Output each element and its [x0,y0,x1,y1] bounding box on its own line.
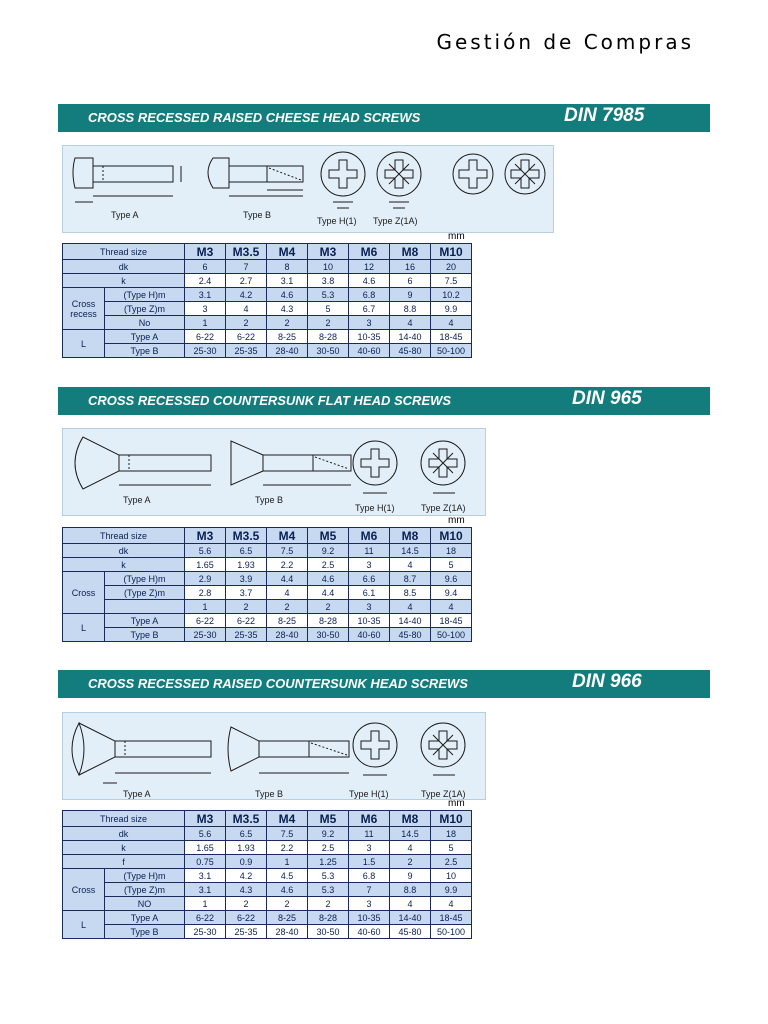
table-cell: 14.5 [390,544,431,558]
table-row [63,897,472,911]
row-label: dk [63,544,185,558]
size-cell: M4 [267,528,308,544]
table-cell: 18 [431,827,472,841]
table-cell: 4 [431,316,472,330]
group-label: L [63,614,105,642]
table-cell: 4.4 [267,572,308,586]
section-title-band [58,104,710,132]
size-cell: M8 [390,244,431,260]
table-row [63,628,472,642]
table-cell: 6.8 [349,869,390,883]
table-cell: 6-22 [226,911,267,925]
table-cell: 6.8 [349,288,390,302]
table-cell: 16 [390,260,431,274]
group-label: L [63,330,105,358]
table-cell: 4 [390,558,431,572]
table-row [63,544,472,558]
screw-drawing-din-965 [62,428,486,516]
table-cell: 4 [390,600,431,614]
table-cell: 6-22 [185,614,226,628]
table-cell: 4 [390,897,431,911]
table-cell: 6-22 [185,911,226,925]
table-cell: 8.7 [390,572,431,586]
caption-type-z: Type Z(1A) [373,216,418,226]
table-cell: 3 [349,841,390,855]
section-title: CROSS RECESSED COUNTERSUNK FLAT HEAD SCREWS [88,393,452,408]
table-cell: 4.6 [267,883,308,897]
table-cell: 50-100 [431,344,472,358]
spec-table-din-966 [62,810,472,939]
size-cell: M4 [267,244,308,260]
table-cell: 28-40 [267,925,308,939]
table-cell: 8-25 [267,614,308,628]
table-cell: 12 [349,260,390,274]
table-cell: 45-80 [390,628,431,642]
section-title: CROSS RECESSED RAISED CHEESE HEAD SCREWS [88,110,421,125]
table-cell: 2.5 [308,558,349,572]
table-row [63,316,472,330]
thread-size-label: Thread size [63,528,185,544]
row-label: (Type H)m [105,572,185,586]
table-cell: 6 [390,274,431,288]
table-cell: 2.8 [185,586,226,600]
caption-type-a: Type A [111,210,139,220]
row-label: dk [63,827,185,841]
table-cell: 18-45 [431,330,472,344]
row-label: (Type Z)m [105,586,185,600]
section-title-band [58,670,710,698]
table-row [63,925,472,939]
caption-type-h: Type H(1) [355,503,395,513]
group-label: Cross recess [63,288,105,330]
row-label: k [63,841,185,855]
table-cell: 7 [226,260,267,274]
table-cell: 9.6 [431,572,472,586]
table-row [63,869,472,883]
table-cell: 9.2 [308,544,349,558]
table-cell: 2.5 [431,855,472,869]
table-cell: 6.5 [226,827,267,841]
table-cell: 18-45 [431,614,472,628]
table-cell: 45-80 [390,344,431,358]
table-cell: 5.3 [308,869,349,883]
table-cell: 4.6 [349,274,390,288]
table-cell: 5 [308,302,349,316]
table-row [63,827,472,841]
table-cell: 4 [390,841,431,855]
size-cell: M3.5 [226,244,267,260]
unit-label: mm [448,798,465,809]
table-row [63,911,472,925]
section-title: CROSS RECESSED RAISED COUNTERSUNK HEAD SCREWS [88,676,468,691]
row-label: Type B [105,925,185,939]
table-cell: 4.3 [226,883,267,897]
table-row [63,302,472,316]
table-cell: 2.5 [308,841,349,855]
page-title: Gestión de Compras [436,30,694,54]
table-cell: 2 [226,316,267,330]
table-cell: 1 [185,316,226,330]
table-cell: 3.1 [267,274,308,288]
din-number: DIN 7985 [564,105,645,126]
size-cell: M8 [390,811,431,827]
table-cell: 8-28 [308,330,349,344]
table-cell: 10 [431,869,472,883]
table-cell: 40-60 [349,344,390,358]
table-cell: 25-35 [226,344,267,358]
table-row [63,330,472,344]
size-cell: M3.5 [226,811,267,827]
table-header-row [63,811,472,827]
table-cell: 8 [267,260,308,274]
table-cell: 18 [431,544,472,558]
table-cell: 5.6 [185,827,226,841]
group-label: Cross [63,869,105,911]
caption-type-b: Type B [243,210,272,220]
caption-type-z: Type Z(1A) [421,789,466,799]
row-label: No [105,316,185,330]
spec-table-din-965 [62,527,472,642]
caption-type-z: Type Z(1A) [421,503,466,513]
caption-type-b: Type B [255,789,284,799]
size-cell: M3.5 [226,528,267,544]
screw-drawing-din-966 [62,712,486,800]
table-cell: 4.6 [267,288,308,302]
table-cell: 40-60 [349,925,390,939]
group-label: L [63,911,105,939]
caption-type-h: Type H(1) [349,789,389,799]
table-cell: 45-80 [390,925,431,939]
row-label: k [63,558,185,572]
row-label: (Type Z)m [105,302,185,316]
table-cell: 6.7 [349,302,390,316]
table-cell: 2 [308,897,349,911]
table-row [63,344,472,358]
size-cell: M3 [308,244,349,260]
table-cell: 2 [226,897,267,911]
table-cell: 25-30 [185,628,226,642]
row-label: Type B [105,628,185,642]
table-cell: 14-40 [390,911,431,925]
table-cell: 8-25 [267,911,308,925]
table-cell: 2 [267,316,308,330]
table-cell: 14-40 [390,330,431,344]
table-cell: 2 [308,316,349,330]
row-label: Type A [105,614,185,628]
table-cell: 9 [390,288,431,302]
group-label: Cross [63,572,105,614]
table-cell: 3.1 [185,883,226,897]
table-row [63,614,472,628]
table-cell: 4.2 [226,288,267,302]
table-row [63,288,472,302]
table-header-row [63,528,472,544]
table-cell: 8.5 [390,586,431,600]
table-cell: 5 [431,841,472,855]
table-cell: 28-40 [267,344,308,358]
table-cell: 6.1 [349,586,390,600]
row-label: k [63,274,185,288]
table-cell: 1.93 [226,558,267,572]
section-title-band [58,387,710,415]
table-cell: 8.8 [390,302,431,316]
table-cell: 14-40 [390,614,431,628]
table-cell: 9.9 [431,302,472,316]
table-cell: 2.2 [267,558,308,572]
row-label [105,600,185,614]
table-cell: 2 [267,600,308,614]
size-cell: M5 [308,811,349,827]
table-cell: 25-35 [226,628,267,642]
table-cell: 3 [349,600,390,614]
table-cell: 2 [308,600,349,614]
table-cell: 4.5 [267,869,308,883]
table-cell: 20 [431,260,472,274]
table-row [63,572,472,586]
table-cell: 2.2 [267,841,308,855]
table-row [63,586,472,600]
screw-drawing-din-7985 [62,145,554,233]
size-cell: M5 [308,528,349,544]
size-cell: M10 [431,244,472,260]
din-number: DIN 966 [572,671,642,692]
table-cell: 7.5 [267,827,308,841]
size-cell: M4 [267,811,308,827]
table-row [63,883,472,897]
table-cell: 9 [390,869,431,883]
table-cell: 0.75 [185,855,226,869]
table-cell: 6.5 [226,544,267,558]
table-cell: 8-28 [308,911,349,925]
spec-table-din-7985 [62,243,472,358]
table-cell: 6-22 [185,330,226,344]
size-cell: M6 [349,528,390,544]
table-cell: 3.9 [226,572,267,586]
table-cell: 3.1 [185,869,226,883]
table-cell: 4 [431,600,472,614]
size-cell: M10 [431,811,472,827]
caption-type-b: Type B [255,495,284,505]
table-cell: 1.5 [349,855,390,869]
size-cell: M6 [349,244,390,260]
size-cell: M3 [185,811,226,827]
table-cell: 1 [185,897,226,911]
thread-size-label: Thread size [63,244,185,260]
row-label: Type B [105,344,185,358]
table-cell: 3 [349,316,390,330]
table-cell: 4 [267,586,308,600]
table-row [63,600,472,614]
row-label: f [63,855,185,869]
caption-type-a: Type A [123,789,151,799]
size-cell: M6 [349,811,390,827]
table-cell: 3 [185,302,226,316]
size-cell: M3 [185,244,226,260]
caption-type-a: Type A [123,495,151,505]
row-label: (Type H)m [105,288,185,302]
table-cell: 6-22 [226,330,267,344]
table-cell: 4.3 [267,302,308,316]
table-cell: 0.9 [226,855,267,869]
table-cell: 2 [226,600,267,614]
table-row [63,274,472,288]
row-label: dk [63,260,185,274]
table-cell: 1.65 [185,841,226,855]
row-label: (Type Z)m [105,883,185,897]
table-cell: 5.3 [308,883,349,897]
row-label: NO [105,897,185,911]
table-cell: 1 [267,855,308,869]
table-cell: 2.7 [226,274,267,288]
table-cell: 9.2 [308,827,349,841]
table-cell: 10-35 [349,911,390,925]
table-cell: 5.3 [308,288,349,302]
table-cell: 1.25 [308,855,349,869]
table-cell: 10-35 [349,330,390,344]
table-cell: 2.9 [185,572,226,586]
table-cell: 2 [390,855,431,869]
table-cell: 1.65 [185,558,226,572]
table-cell: 40-60 [349,628,390,642]
table-cell: 5 [431,558,472,572]
table-cell: 18-45 [431,911,472,925]
caption-type-h: Type H(1) [317,216,357,226]
table-cell: 3.8 [308,274,349,288]
table-cell: 9.4 [431,586,472,600]
table-cell: 8-25 [267,330,308,344]
size-cell: M10 [431,528,472,544]
table-cell: 28-40 [267,628,308,642]
table-cell: 11 [349,544,390,558]
table-cell: 11 [349,827,390,841]
table-cell: 1 [185,600,226,614]
table-cell: 8-28 [308,614,349,628]
table-cell: 30-50 [308,344,349,358]
table-cell: 4.2 [226,869,267,883]
table-cell: 1.93 [226,841,267,855]
table-row [63,841,472,855]
table-cell: 50-100 [431,925,472,939]
unit-label: mm [448,515,465,526]
table-cell: 2 [267,897,308,911]
table-cell: 7.5 [267,544,308,558]
row-label: (Type H)m [105,869,185,883]
table-cell: 3 [349,558,390,572]
table-cell: 4.4 [308,586,349,600]
row-label: Type A [105,330,185,344]
table-cell: 2.4 [185,274,226,288]
table-cell: 3 [349,897,390,911]
table-cell: 7 [349,883,390,897]
table-cell: 3.7 [226,586,267,600]
table-cell: 6 [185,260,226,274]
table-header-row [63,244,472,260]
table-cell: 6.6 [349,572,390,586]
size-cell: M8 [390,528,431,544]
table-row [63,260,472,274]
table-cell: 4 [390,316,431,330]
table-cell: 25-35 [226,925,267,939]
table-cell: 4 [226,302,267,316]
table-cell: 8.8 [390,883,431,897]
din-number: DIN 965 [572,388,642,409]
unit-label: mm [448,231,465,242]
table-cell: 25-30 [185,344,226,358]
table-cell: 4.6 [308,572,349,586]
table-cell: 10 [308,260,349,274]
size-cell: M3 [185,528,226,544]
thread-size-label: Thread size [63,811,185,827]
row-label: Type A [105,911,185,925]
table-cell: 7.5 [431,274,472,288]
table-row [63,558,472,572]
table-cell: 30-50 [308,628,349,642]
table-cell: 50-100 [431,628,472,642]
table-cell: 10.2 [431,288,472,302]
table-cell: 10-35 [349,614,390,628]
table-cell: 25-30 [185,925,226,939]
table-cell: 6-22 [226,614,267,628]
table-cell: 3.1 [185,288,226,302]
table-cell: 4 [431,897,472,911]
table-cell: 9.9 [431,883,472,897]
table-cell: 14.5 [390,827,431,841]
table-row [63,855,472,869]
table-cell: 30-50 [308,925,349,939]
table-cell: 5.6 [185,544,226,558]
